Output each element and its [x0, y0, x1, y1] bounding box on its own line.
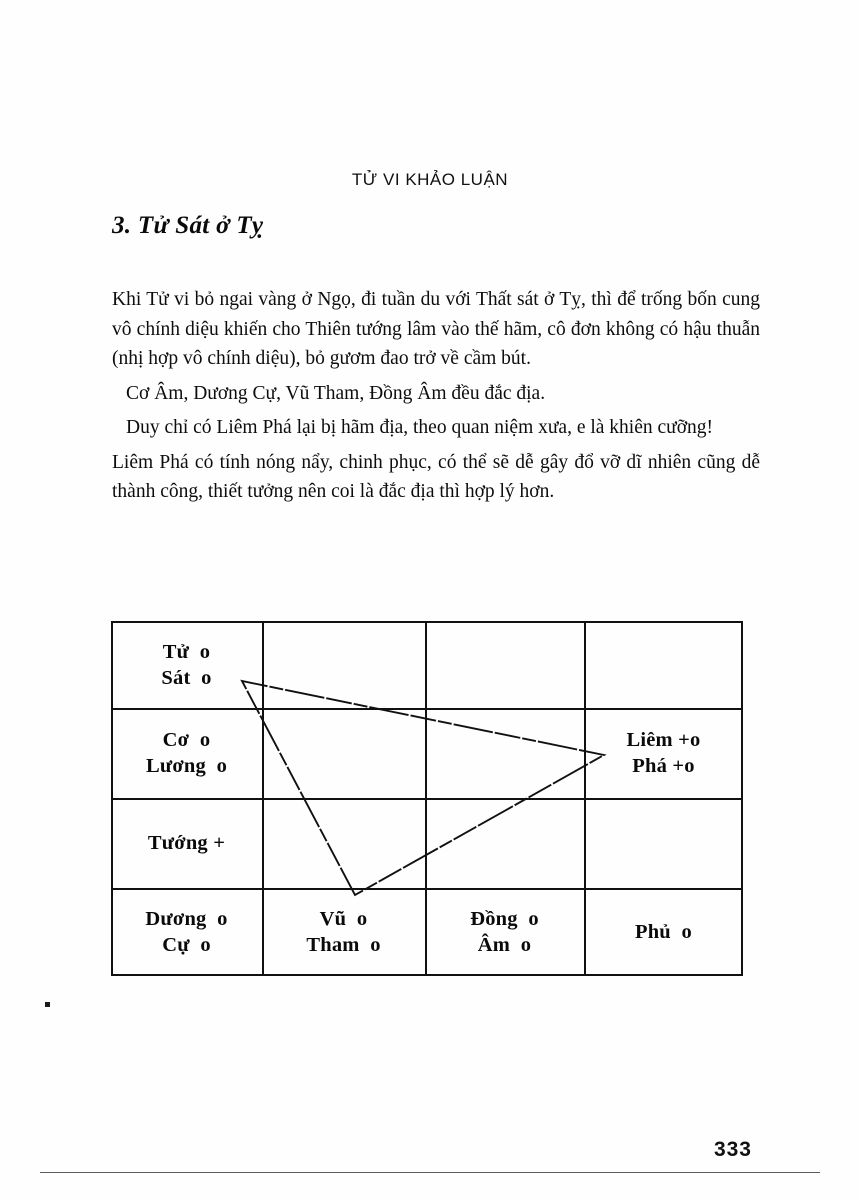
chart-cell [262, 888, 425, 976]
chart-cell [111, 708, 262, 798]
chart-cell [584, 888, 743, 976]
astrology-chart [111, 621, 743, 976]
chart-cell [584, 708, 743, 798]
chart-cell [425, 888, 584, 976]
chart-cell [111, 888, 262, 976]
chart-cell-star-label: Cơ o [162, 729, 211, 751]
page-number: 333 [713, 1138, 752, 1161]
chart-cell-star-label: Lương o [145, 755, 228, 777]
body-text [112, 285, 760, 509]
chart-cell [584, 798, 743, 888]
chart-cell [584, 621, 743, 708]
paragraph: Duy chỉ có Liêm Phá lại bị hãm địa, theo quan niệm xưa, e là khiên cưỡng! [126, 417, 714, 438]
page-title: 3. Tử Sát ở Tỵ [112, 212, 264, 239]
running-head: TỬ VI KHẢO LUẬN [351, 170, 509, 189]
chart-cell-star-label: Tướng + [147, 832, 226, 854]
chart-cell-star-label: Tử o [162, 640, 211, 663]
chart-cell-star-label: Đồng o [470, 908, 539, 930]
chart-cell-star-label: Vũ o [319, 908, 368, 930]
chart-cell-star-label: Phá +o [632, 755, 695, 777]
chart-cell-star-label: Phủ o [634, 921, 693, 943]
paragraph: Cơ Âm, Dương Cự, Vũ Tham, Đồng Âm đều đắc địa. [126, 382, 546, 404]
chart-cell-star-label: Sát o [161, 666, 212, 689]
footer-divider [40, 1172, 820, 1173]
chart-cell-star-label: Tham o [306, 934, 381, 956]
chart-cell-star-label: Liêm +o [626, 729, 701, 751]
chart-cell [111, 621, 262, 708]
chart-cell-star-label: Dương o [145, 908, 228, 930]
chart-cell-star-label: Âm o [477, 934, 532, 956]
paragraph: Khi Tử vi bỏ ngai vàng ở Ngọ, đi tuần du với Thất sát ở Tỵ, thì để trống bốn cung vô chính diệu khiến cho Thiên tướng lâm vào thế hãm, cô đơn không có hậu thuẫn (nhị hợp vô chính diệu), bỏ gươm đao trở về cầm bút. [112, 289, 760, 369]
scan-artifact-speck [45, 1002, 50, 1007]
paragraph: Liêm Phá có tính nóng nẩy, chinh phục, có thể sẽ dễ gây đổ vỡ dĩ nhiên cũng dễ thành công, thiết tưởng nên coi là đắc địa thì hợp lý hơn. [112, 451, 760, 502]
chart-cell [262, 621, 425, 708]
chart-cell [111, 798, 262, 888]
chart-cell [425, 621, 584, 708]
chart-cell-star-label: Cự o [162, 934, 211, 956]
